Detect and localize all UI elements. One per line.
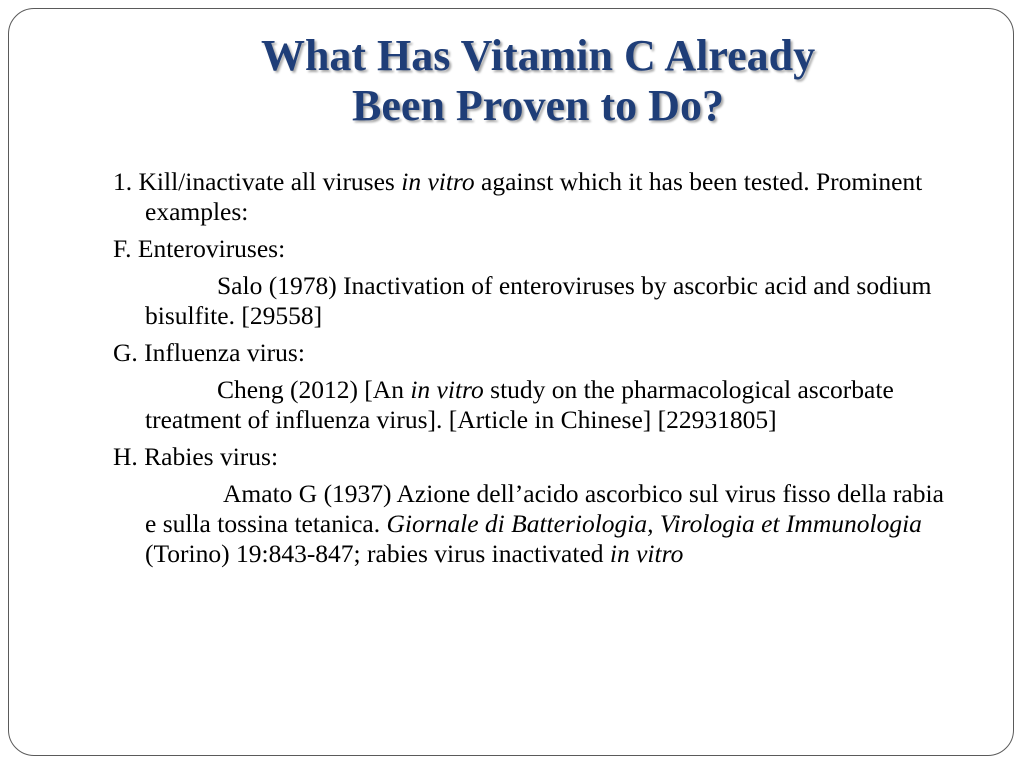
slide-title-line-1: What Has Vitamin C Already bbox=[260, 31, 816, 80]
section-g-reference bbox=[113, 375, 948, 435]
section-h-reference-italic: in vitro bbox=[609, 539, 684, 568]
item-1-text-end: against which it has been tested. Prominent examples: bbox=[145, 167, 923, 226]
item-1 bbox=[113, 167, 948, 227]
slide-title-line-2: Been Proven to Do? bbox=[352, 81, 724, 130]
slide-title bbox=[0, 31, 1024, 131]
section-g-reference-text: Cheng (2012) [An bbox=[217, 375, 411, 404]
section-h-reference-text: Amato G (1937) Azione dell’acido ascorbico sul virus fisso della rabia e sulla tossina tetanica. bbox=[145, 479, 944, 538]
section-h-journal-title: Giornale di Batteriologia, Virologia et Immunologia bbox=[386, 509, 922, 538]
item-1-italic: in vitro bbox=[401, 167, 475, 196]
section-g-reference-text-end: study on the pharmacological ascorbate treatment of influenza virus]. [Article in Chinese] [22931805] bbox=[145, 375, 894, 434]
section-h-reference bbox=[113, 479, 948, 569]
item-1-text: 1. Kill/inactivate all viruses bbox=[113, 167, 402, 196]
section-f-heading: F. Enteroviruses: bbox=[113, 234, 286, 263]
section-h-reference-text-middle: (Torino) 19:843-847; rabies virus inactivated bbox=[145, 539, 610, 568]
slide-body bbox=[113, 167, 948, 576]
section-h-heading: H. Rabies virus: bbox=[113, 442, 279, 471]
section-f-reference-text: Salo (1978) Inactivation of enteroviruses by ascorbic acid and sodium bisulfite. [29558] bbox=[145, 271, 932, 330]
section-g-heading: G. Influenza virus: bbox=[113, 338, 305, 367]
section-f-reference bbox=[113, 271, 948, 331]
section-g-reference-italic: in vitro bbox=[410, 375, 484, 404]
